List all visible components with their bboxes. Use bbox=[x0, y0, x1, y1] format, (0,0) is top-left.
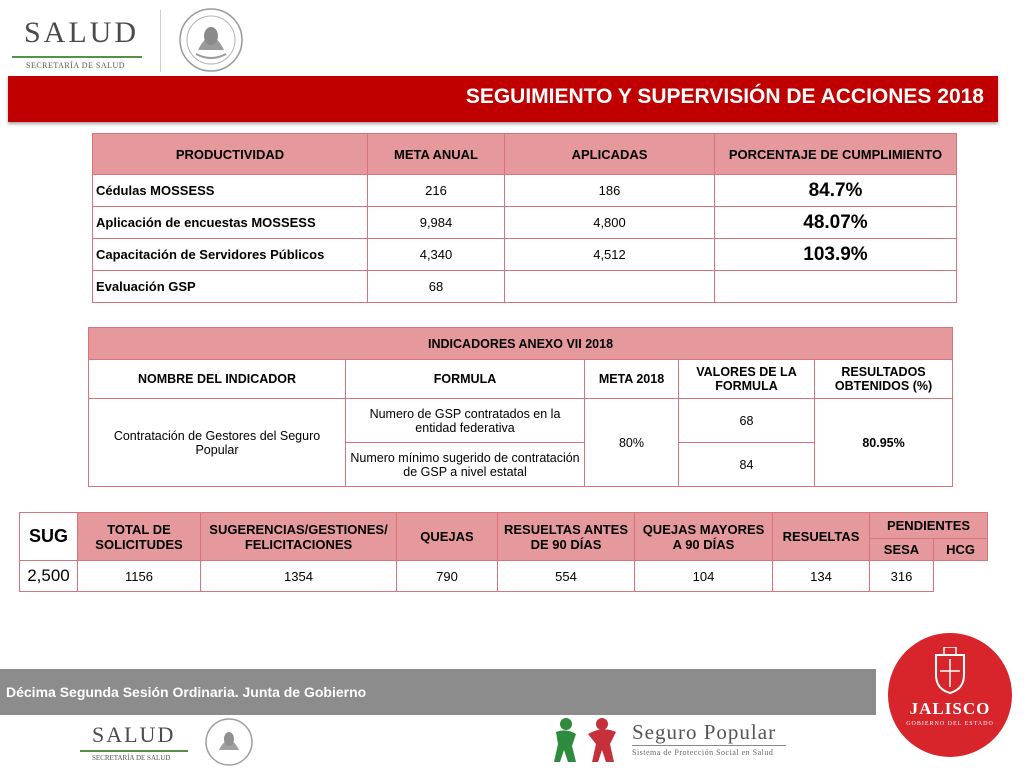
indicadores-title-row bbox=[89, 328, 953, 360]
value-quejas-mayores: 554 bbox=[498, 561, 635, 592]
table-row bbox=[93, 207, 957, 239]
header-quejas: QUEJAS bbox=[397, 513, 498, 561]
value-sugerencias: 1156 bbox=[78, 561, 201, 592]
row-name: Aplicación de encuestas MOSSESS bbox=[93, 207, 368, 239]
mexico-seal-icon bbox=[176, 6, 246, 74]
row-meta: 68 bbox=[368, 271, 505, 303]
table-row bbox=[89, 399, 953, 443]
indicadores-table bbox=[88, 327, 953, 487]
title-bar bbox=[8, 76, 998, 122]
table-row bbox=[93, 271, 957, 303]
row-porcentaje: 84.7% bbox=[715, 175, 957, 207]
header-porcentaje: PORCENTAJE DE CUMPLIMIENTO bbox=[715, 134, 957, 175]
indicadores-title: INDICADORES ANEXO VII 2018 bbox=[89, 328, 953, 360]
header-total-solicitudes: TOTAL DE SOLICITUDES bbox=[78, 513, 201, 561]
header-sesa: SESA bbox=[870, 539, 934, 561]
salud-logo-line bbox=[12, 56, 142, 58]
formula-numerator: Numero de GSP contratados en la entidad federativa bbox=[346, 399, 585, 443]
meta-value: 80% bbox=[585, 399, 679, 487]
salud-logo-word: SALUD bbox=[24, 16, 140, 49]
row-aplicadas: 4,800 bbox=[505, 207, 715, 239]
sug-table bbox=[19, 512, 988, 592]
row-porcentaje: 103.9% bbox=[715, 239, 957, 271]
salud-logo bbox=[8, 14, 140, 70]
row-aplicadas: 186 bbox=[505, 175, 715, 207]
page-title: SEGUIMIENTO Y SUPERVISIÓN DE ACCIONES 2018 bbox=[465, 85, 984, 108]
value-quejas: 1354 bbox=[201, 561, 397, 592]
value-hcg: 316 bbox=[870, 561, 934, 592]
header-aplicadas: APLICADAS bbox=[505, 134, 715, 175]
header-quejas-mayores: QUEJAS MAYORES A 90 DÍAS bbox=[635, 513, 773, 561]
seguro-popular-title: Seguro Popular bbox=[632, 720, 777, 744]
header-hcg: HCG bbox=[934, 539, 988, 561]
productividad-table bbox=[92, 133, 957, 303]
table-header-row bbox=[93, 134, 957, 175]
salud-logo-subtitle: SECRETARÍA DE SALUD bbox=[26, 61, 126, 70]
sug-label: SUG bbox=[20, 513, 78, 561]
seguro-popular-logo bbox=[552, 714, 792, 766]
table-row bbox=[93, 175, 957, 207]
salud-footer-logo bbox=[78, 720, 188, 766]
row-name: Cédulas MOSSESS bbox=[93, 175, 368, 207]
header-productividad: PRODUCTIVIDAD bbox=[93, 134, 368, 175]
salud-footer-logo-line bbox=[80, 750, 188, 752]
header-divider bbox=[160, 10, 161, 72]
row-aplicadas: 4,512 bbox=[505, 239, 715, 271]
value-total-solicitudes: 2,500 bbox=[20, 561, 78, 592]
value-numerator: 68 bbox=[679, 399, 815, 443]
value-resueltas-antes: 790 bbox=[397, 561, 498, 592]
result-value: 80.95% bbox=[815, 399, 953, 487]
row-name: Evaluación GSP bbox=[93, 271, 368, 303]
row-meta: 216 bbox=[368, 175, 505, 207]
header-resueltas-antes: RESUELTAS ANTES DE 90 DÍAS bbox=[498, 513, 635, 561]
salud-footer-logo-subtitle: SECRETARÍA DE SALUD bbox=[92, 754, 171, 762]
seguro-popular-figures-icon bbox=[552, 716, 628, 764]
footer-text: Décima Segunda Sesión Ordinaria. Junta de Gobierno bbox=[6, 684, 367, 700]
mexico-seal-footer-icon bbox=[200, 716, 258, 768]
value-resueltas: 104 bbox=[635, 561, 773, 592]
row-meta: 9,984 bbox=[368, 207, 505, 239]
value-sesa: 134 bbox=[773, 561, 870, 592]
seguro-popular-line bbox=[632, 745, 786, 746]
jalisco-logo-subtitle: GOBIERNO DEL ESTADO bbox=[906, 721, 994, 727]
indicator-name: Contratación de Gestores del Seguro Popular bbox=[89, 399, 346, 487]
salud-footer-logo-word: SALUD bbox=[92, 722, 176, 747]
jalisco-logo-word: JALISCO bbox=[909, 699, 991, 718]
header-meta-anual: META ANUAL bbox=[368, 134, 505, 175]
row-porcentaje bbox=[715, 271, 957, 303]
row-name: Capacitación de Servidores Públicos bbox=[93, 239, 368, 271]
jalisco-shield-icon bbox=[932, 647, 968, 695]
table-header-row bbox=[20, 513, 988, 539]
value-denominator: 84 bbox=[679, 443, 815, 487]
header-valores-formula: VALORES DE LA FORMULA bbox=[679, 360, 815, 399]
row-porcentaje: 48.07% bbox=[715, 207, 957, 239]
table-row bbox=[93, 239, 957, 271]
formula-denominator: Numero mínimo sugerido de contratación de GSP a nivel estatal bbox=[346, 443, 585, 487]
table-row bbox=[20, 561, 988, 592]
footer-bar bbox=[0, 669, 876, 715]
row-meta: 4,340 bbox=[368, 239, 505, 271]
header-pendientes: PENDIENTES bbox=[870, 513, 988, 539]
header-meta-2018: META 2018 bbox=[585, 360, 679, 399]
header-nombre-indicador: NOMBRE DEL INDICADOR bbox=[89, 360, 346, 399]
row-aplicadas bbox=[505, 271, 715, 303]
header-resueltas: RESUELTAS bbox=[773, 513, 870, 561]
header-resultados: RESULTADOS OBTENIDOS (%) bbox=[815, 360, 953, 399]
header-formula: FORMULA bbox=[346, 360, 585, 399]
header-sugerencias: SUGERENCIAS/GESTIONES/ FELICITACIONES bbox=[201, 513, 397, 561]
table-header-row bbox=[89, 360, 953, 399]
jalisco-logo bbox=[888, 633, 1012, 757]
seguro-popular-subtitle: Sistema de Protección Social en Salud bbox=[632, 748, 774, 757]
